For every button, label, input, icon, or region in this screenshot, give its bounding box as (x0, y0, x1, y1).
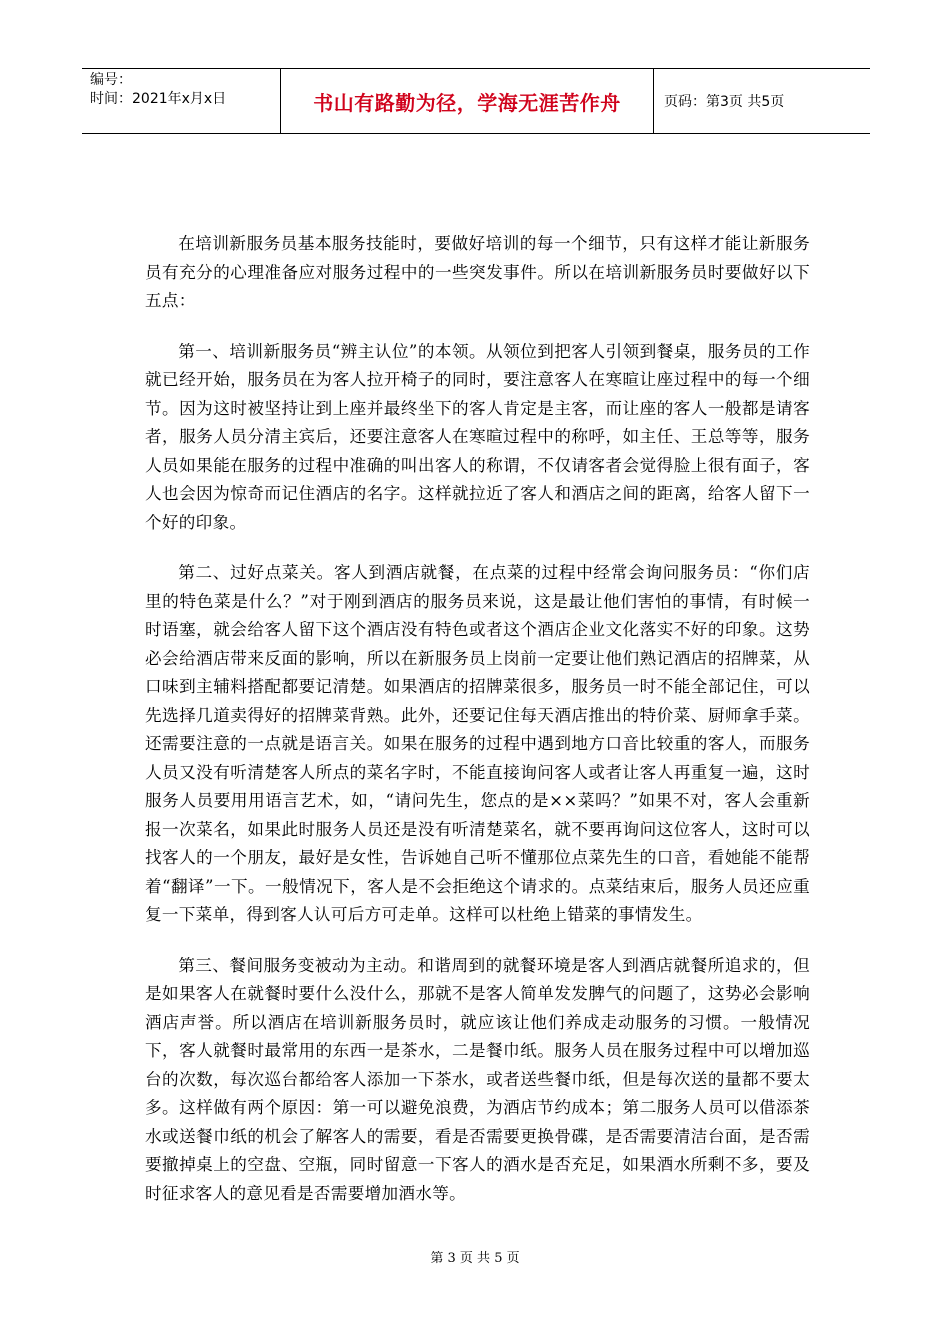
header-motto: 书山有路勤为径，学海无涯苦作舟 (281, 69, 654, 133)
document-body (145, 230, 810, 1230)
document-number-label: 编号： (90, 72, 132, 88)
paragraph-first-point: 第一、培训新服务员“辨主认位”的本领。从领位到把客人引领到餐桌，服务员的工作就已经开始，服务员在为客人拉开椅子的同时，要注意客人在寒暄让座过程中的每一个细节。因为这时被坚持让到上座并最终坐下的客人肯定是主客，而让座的客人一般都是请客者，服务人员分清主宾后，还要注意客人在寒暄过程中的称呼，如主任、王总等等，服务人员如果能在服务的过程中准确的叫出客人的称谓，不仅请客者会觉得脸上很有面子，客人也会因为惊奇而记住酒店的名字。这样就拉近了客人和酒店之间的距离，给客人留下一个好的印象。 (145, 341, 810, 532)
header-page-info: 页码：第3页 共5页 (664, 94, 785, 110)
header-meta (82, 69, 281, 133)
paragraph-intro: 在培训新服务员基本服务技能时，要做好培训的每一个细节，只有这样才能让新服务员有充分的心理准备应对服务过程中的一些突发事件。所以在培训新服务员时要做好以下五点： (145, 234, 810, 310)
document-date: 时间：2021年x月x日 (90, 91, 227, 107)
paragraph-third-point: 第三、餐间服务变被动为主动。和谐周到的就餐环境是客人到酒店就餐所追求的，但是如果客人在就餐时要什么没什么，那就不是客人简单发发脾气的问题了，这势必会影响酒店声誉。所以酒店在培训新服务员时，就应该让他们养成走动服务的习惯。一般情况下，客人就餐时最常用的东西一是茶水，二是餐巾纸。服务人员在服务过程中可以增加巡台的次数，每次巡台都给客人添加一下茶水，或者送些餐巾纸，但是每次送的量都不要太多。这样做有两个原因：第一可以避免浪费，为酒店节约成本；第二服务人员可以借添茶水或送餐巾纸的机会了解客人的需要，看是否需要更换骨碟，是否需要清洁台面，是否需要撤掉桌上的空盘、空瓶，同时留意一下客人的酒水是否充足，如果酒水所剩不多，要及时征求客人的意见看是否需要增加酒水等。 (145, 955, 810, 1203)
page-header (82, 68, 870, 134)
paragraph-second-point: 第二、过好点菜关。客人到酒店就餐，在点菜的过程中经常会询问服务员：“你们店里的特色菜是什么？”对于刚到酒店的服务员来说，这是最让他们害怕的事情，有时候一时语塞，就会给客人留下这个酒店没有特色或者这个酒店企业文化落实不好的印象。这势必会给酒店带来反面的影响，所以在新服务员上岗前一定要让他们熟记酒店的招牌菜，从口味到主辅料搭配都要记清楚。如果酒店的招牌菜很多，服务员一时不能全部记住，可以先选择几道卖得好的招牌菜背熟。此外，还要记住每天酒店推出的特价菜、厨师拿手菜。还需要注意的一点就是语言关。如果在服务的过程中遇到地方口音比较重的客人，而服务人员又没有听清楚客人所点的菜名字时，不能直接询问客人或者让客人再重复一遍，这时服务人员要用用语言艺术，如，“请问先生，您点的是××菜吗？”如果不对，客人会重新报一次菜名，如果此时服务人员还是没有听清楚菜名，就不要再询问这位客人，这时可以找客人的一个朋友，最好是女性，告诉她自己听不懂那位点菜先生的口音，看她能不能帮着“翻译”一下。一般情况下，客人是不会拒绝这个请求的。点菜结束后，服务人员还应重复一下菜单，得到客人认可后方可走单。这样可以杜绝上错菜的事情发生。 (145, 563, 810, 924)
page-footer: 第 3 页 共 5 页 (430, 1251, 520, 1266)
